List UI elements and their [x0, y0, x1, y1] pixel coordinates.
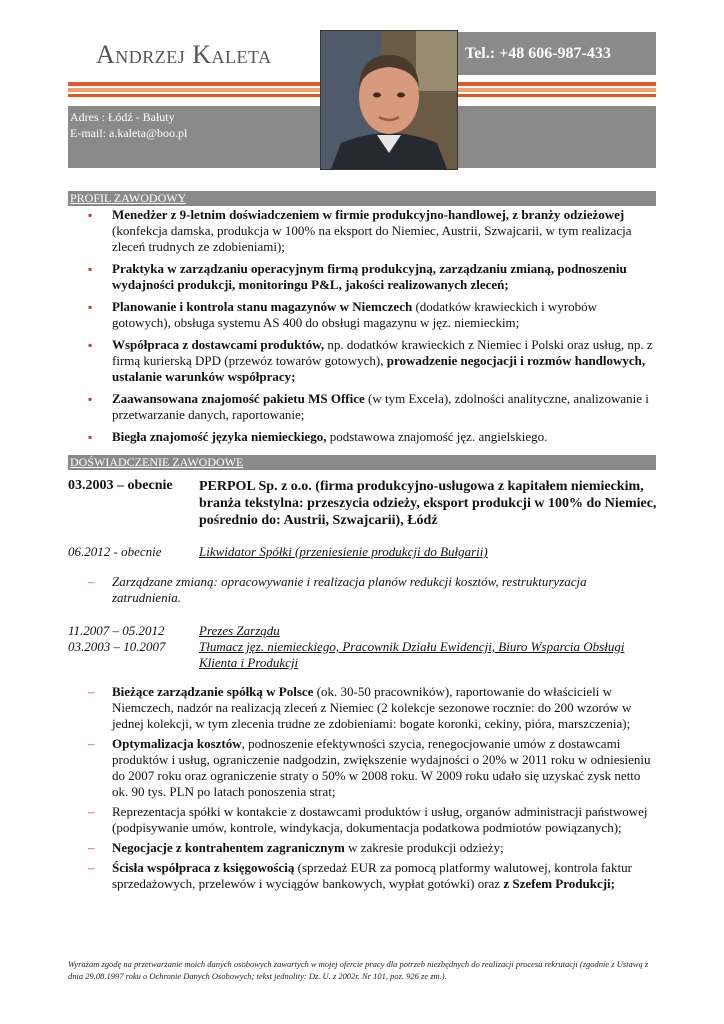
gdpr-consent: Wyrażam zgodę na przetwarzanie moich danych osobowych zawartych w mojej ofercie pracy dla potrzeb niezbędnych do realizacji procesu rekrutacji (zgodnie z Ustawą z dnia 29.08.1997 roku o Ochronie Danych Osobowych; tekst jednolity: Dz. U. z 2002r. Nr 101, poz. 926 ze zm.).	[68, 959, 649, 981]
list-item: – Optymalizacja kosztów, podnoszenie efektywności szycia, renegocjowanie umów z dostawcami produktów i usług, ograniczenie nadgodzin, zwiększenie wydajności o 20% w 2011 roku w odniesieniu do 2007 roku oraz ograniczenie straty o 50% w 2008 roku. W 2009 roku udało się uzyskać zysk netto ok. 90 tys. PLN po latach ponoszenia strat;	[68, 736, 658, 800]
address: Adres : Łódź - Bałuty	[70, 110, 175, 124]
list-item: ▪ Współpraca z dostawcami produktów, np. dodatków krawieckich z Niemiec i Polski oraz usług, np. z firmą kurierską DPD (przewóz towarów gotowych), prowadzenie negocjacji i rozmów handlowych, ustalanie warunków współpracy;	[68, 337, 658, 385]
list-item: ▪ Planowanie i kontrola stanu magazynów w Niemczech (dodatków krawieckich i wyrobów gotowych), obsługa systemu AS 400 do obsługi magazynu w jęz. niemieckim;	[68, 299, 658, 331]
list-item: ▪ Zaawansowana znajomość pakietu MS Office (w tym Excela), zdolności analityczne, analizowanie i przetwarzanie danych, raportowanie;	[68, 391, 658, 423]
company-dates: 03.2003 – obecnie	[68, 478, 173, 493]
email: E-mail: a.kaleta@boo.pl	[70, 126, 188, 140]
list-item: – Zarządzane zmianą: opracowywanie i realizacja planów redukcji kosztów, restrukturyzacja zatrudnienia.	[68, 574, 658, 606]
contact-box	[68, 106, 320, 168]
list-item: ▪ Praktyka w zarządzaniu operacyjnym firmą produkcyjną, zarządzaniu zmianą, podnoszeniu wydajności produkcji, monitoringu P&L, jakości realizowanych zleceń;	[68, 261, 658, 293]
list-item: – Reprezentacja spółki w kontakcie z dostawcami produktów i usług, organów administracji państwowej (podpisywanie umów, kontrole, windykacja, dokumentacja podatkowa podmiotów powiązanych);	[68, 804, 658, 836]
role-title: Tłumacz jęz. niemieckiego, Pracownik Działu Ewidencji, Biuro Wsparcia Obsługi Klienta i Produkcji	[199, 639, 625, 670]
section-header-experience: DOŚWIADCZENIE ZAWODOWE	[68, 455, 656, 470]
profile-list	[68, 207, 658, 451]
phone-number: Tel.: +48 606-987-433	[457, 32, 656, 75]
portrait-image	[321, 31, 457, 169]
company-description: PERPOL Sp. z o.o. (firma produkcyjno-usługowa z kapitałem niemieckim, branża tekstylna: przeszycia odzieży, eksport produkcji w 100% do Niemiec, pośrednio do: Austrii, Szwajcarii), Łódź	[199, 479, 657, 528]
list-item: – Bieżące zarządzanie spółką w Polsce (ok. 30-50 pracowników), raportowanie do właścicieli w Niemczech, nadzór na realizacją zleceń z Niemiec (2 kolekcje sezonowe rocznie: do 200 wzorów w jednej kolekcji, w tym zlecenia trudne ze zdobieniami: bogate koronki, cekiny, pióra, marszczenia);	[68, 684, 658, 732]
role-bullets	[68, 574, 658, 610]
role-dates: 06.2012 - obecnie	[68, 544, 162, 559]
role-dates: 11.2007 – 05.2012	[68, 623, 165, 638]
role-title: Prezes Zarządu	[199, 623, 280, 638]
role-dates: 03.2003 – 10.2007	[68, 639, 166, 654]
list-item: ▪ Menedżer z 9-letnim doświadczeniem w firmie produkcyjno-handlowej, z branży odzieżowej (konfekcja damska, produkcja w 100% na eksport do Niemiec, Austrii, Szwajcarii, w tym realizacja zleceń trudnych ze zdobieniami);	[68, 207, 658, 255]
list-item: – Negocjacje z kontrahentem zagranicznym w zakresie produkcji odzieży;	[68, 840, 658, 856]
section-header-profile: PROFIL ZAWODOWY	[68, 191, 656, 206]
contact-box-right	[458, 106, 656, 168]
list-item: – Ścisła współpraca z księgowością (sprzedaż EUR za pomocą platformy walutowej, kontrola faktur sprzedażowych, przelewów i wyciągów bankowych, wypłat gotówki) oraz z Szefem Produkcji;	[68, 860, 658, 892]
role-title: Likwidator Spółki (przeniesienie produkcji do Bułgarii)	[199, 544, 488, 559]
candidate-name: Andrzej Kaleta	[96, 40, 272, 69]
duties-list	[68, 684, 658, 896]
list-item: ▪ Biegła znajomość języka niemieckiego, podstawowa znajomość jęz. angielskiego.	[68, 429, 658, 445]
profile-photo	[320, 30, 458, 170]
